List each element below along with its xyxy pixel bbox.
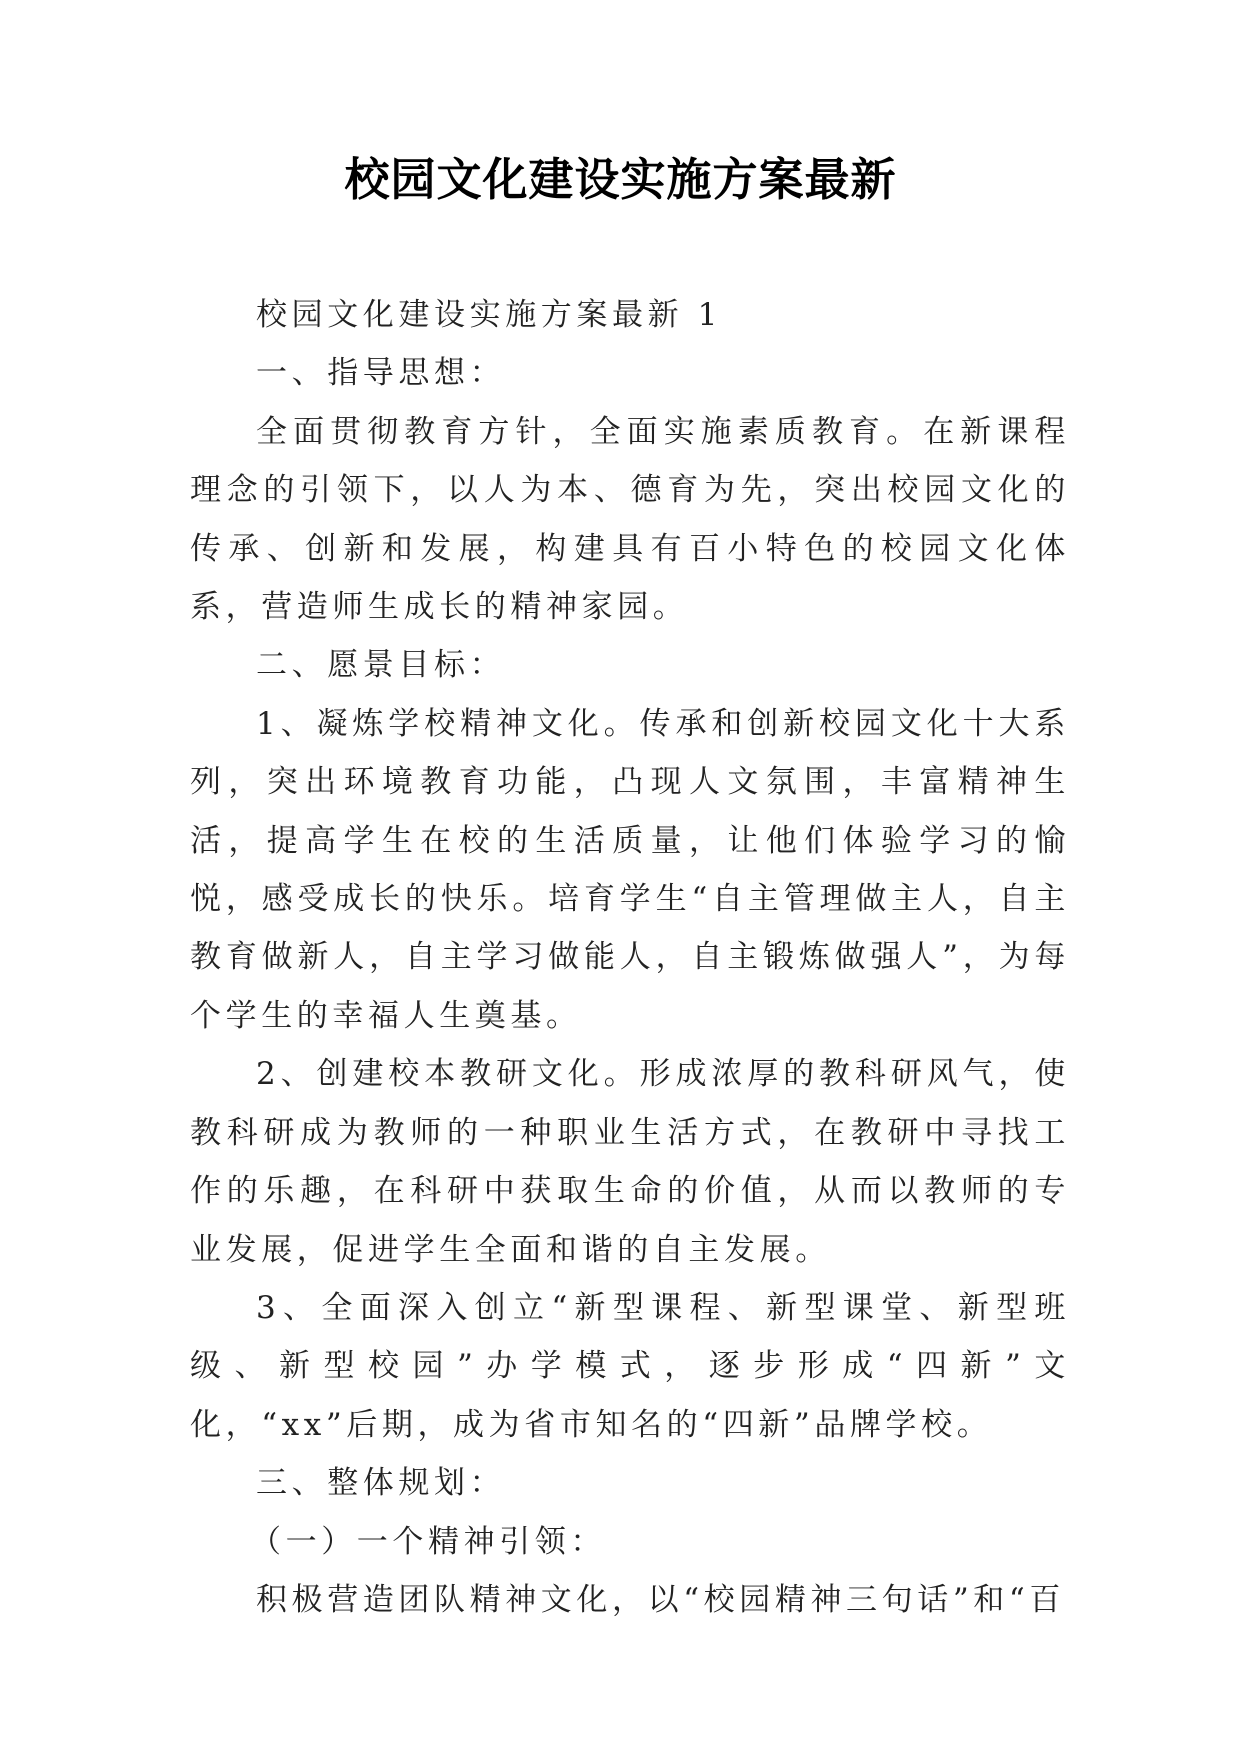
section-heading: 三、整体规划： — [256, 1465, 506, 1502]
paragraph: 3、全面深入创立“新型课程、新型课堂、新型班级、新型校园”办学模式，逐步形成“四新”文化，“xx”后期，成为省市知名的“四新”品牌学校。 — [190, 1289, 1070, 1443]
section-heading: 校园文化建设实施方案最新 1 — [256, 297, 722, 333]
section-heading: 二、愿景目标： — [256, 647, 506, 684]
paragraph: 2、创建校本教研文化。形成浓厚的教科研风气，使教科研成为教师的一种职业生活方式，在教研中寻找工作的乐趣，在科研中获取生命的价值，从而以教师的专业发展，促进学生全面和谐的自主发展。 — [190, 1056, 1070, 1268]
paragraph: 积极营造团队精神文化，以“校园精神三句话”和“百 — [256, 1581, 1065, 1618]
paragraph: 1、凝炼学校精神文化。传承和创新校园文化十大系列，突出环境教育功能，凸现人文氛围，丰富精神生活，提高学生在校的生活质量，让他们体验学习的愉悦，感受成长的快乐。培育学生“自主管理做主人，自主教育做新人，自主学习做能人，自主锻炼做强人”，为每个学生的幸福人生奠基。 — [190, 705, 1070, 1034]
section-heading: 一、指导思想： — [256, 355, 506, 392]
document-title: 校园文化建设实施方案最新 — [344, 153, 897, 206]
document-body — [190, 286, 1070, 1629]
subsection-heading: （一）一个精神引领： — [250, 1523, 606, 1560]
paragraph: 全面贯彻教育方针，全面实施素质教育。在新课程理念的引领下，以人为本、德育为先，突出校园文化的传承、创新和发展，构建具有百小特色的校园文化体系，营造师生成长的精神家园。 — [190, 413, 1070, 626]
